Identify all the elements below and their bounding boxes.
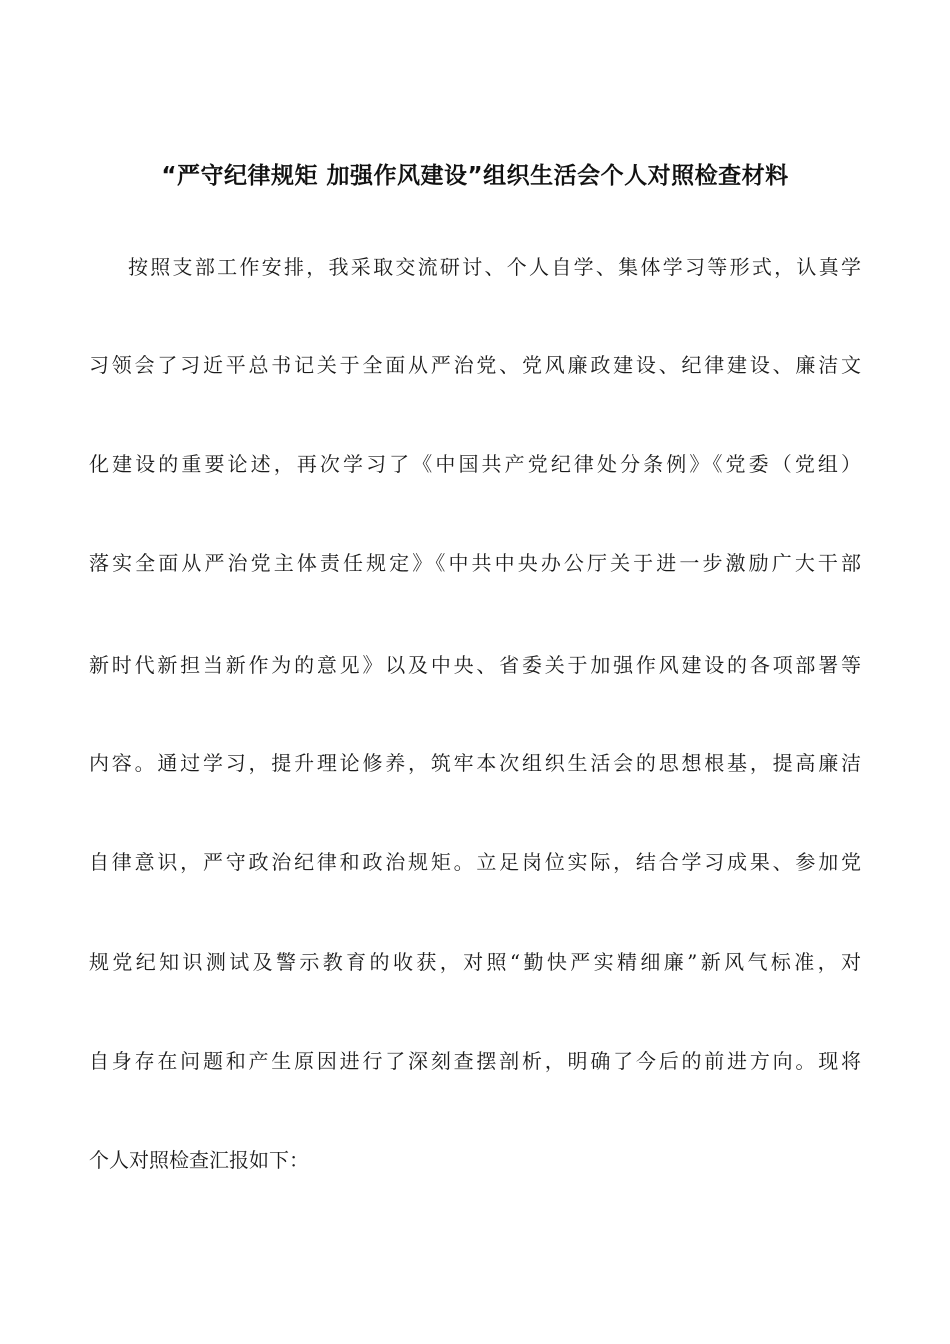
paragraph-line-8: 规党纪知识测试及警示教育的收获，对照“勤快严实精细廉”新风气标准，对 [89,950,861,974]
paragraph-line-7: 自律意识，严守政治纪律和政治规矩。立足岗位实际，结合学习成果、参加党 [89,850,861,874]
paragraph-line-3: 化建设的重要论述，再次学习了《中国共产党纪律处分条例》《党委（党组） [89,452,861,476]
document-title: “严守纪律规矩 加强作风建设”组织生活会个人对照检查材料 [161,163,789,189]
paragraph-line-6: 内容。通过学习，提升理论修养，筑牢本次组织生活会的思想根基，提高廉洁 [89,751,861,775]
paragraph-line-4: 落实全面从严治党主体责任规定》《中共中央办公厅关于进一步激励广大干部 [89,551,861,575]
paragraph-line-9: 自身存在问题和产生原因进行了深刻查摆剖析，明确了今后的前进方向。现将 [89,1049,861,1073]
paragraph-line-5: 新时代新担当新作为的意见》以及中央、省委关于加强作风建设的各项部署等 [89,653,861,677]
paragraph-line-10: 个人对照检查汇报如下： [89,1148,309,1172]
paragraph-line-2: 习领会了习近平总书记关于全面从严治党、党风廉政建设、纪律建设、廉洁文 [89,353,861,377]
paragraph-line-1: 按照支部工作安排，我采取交流研讨、个人自学、集体学习等形式，认真学 [128,255,861,279]
